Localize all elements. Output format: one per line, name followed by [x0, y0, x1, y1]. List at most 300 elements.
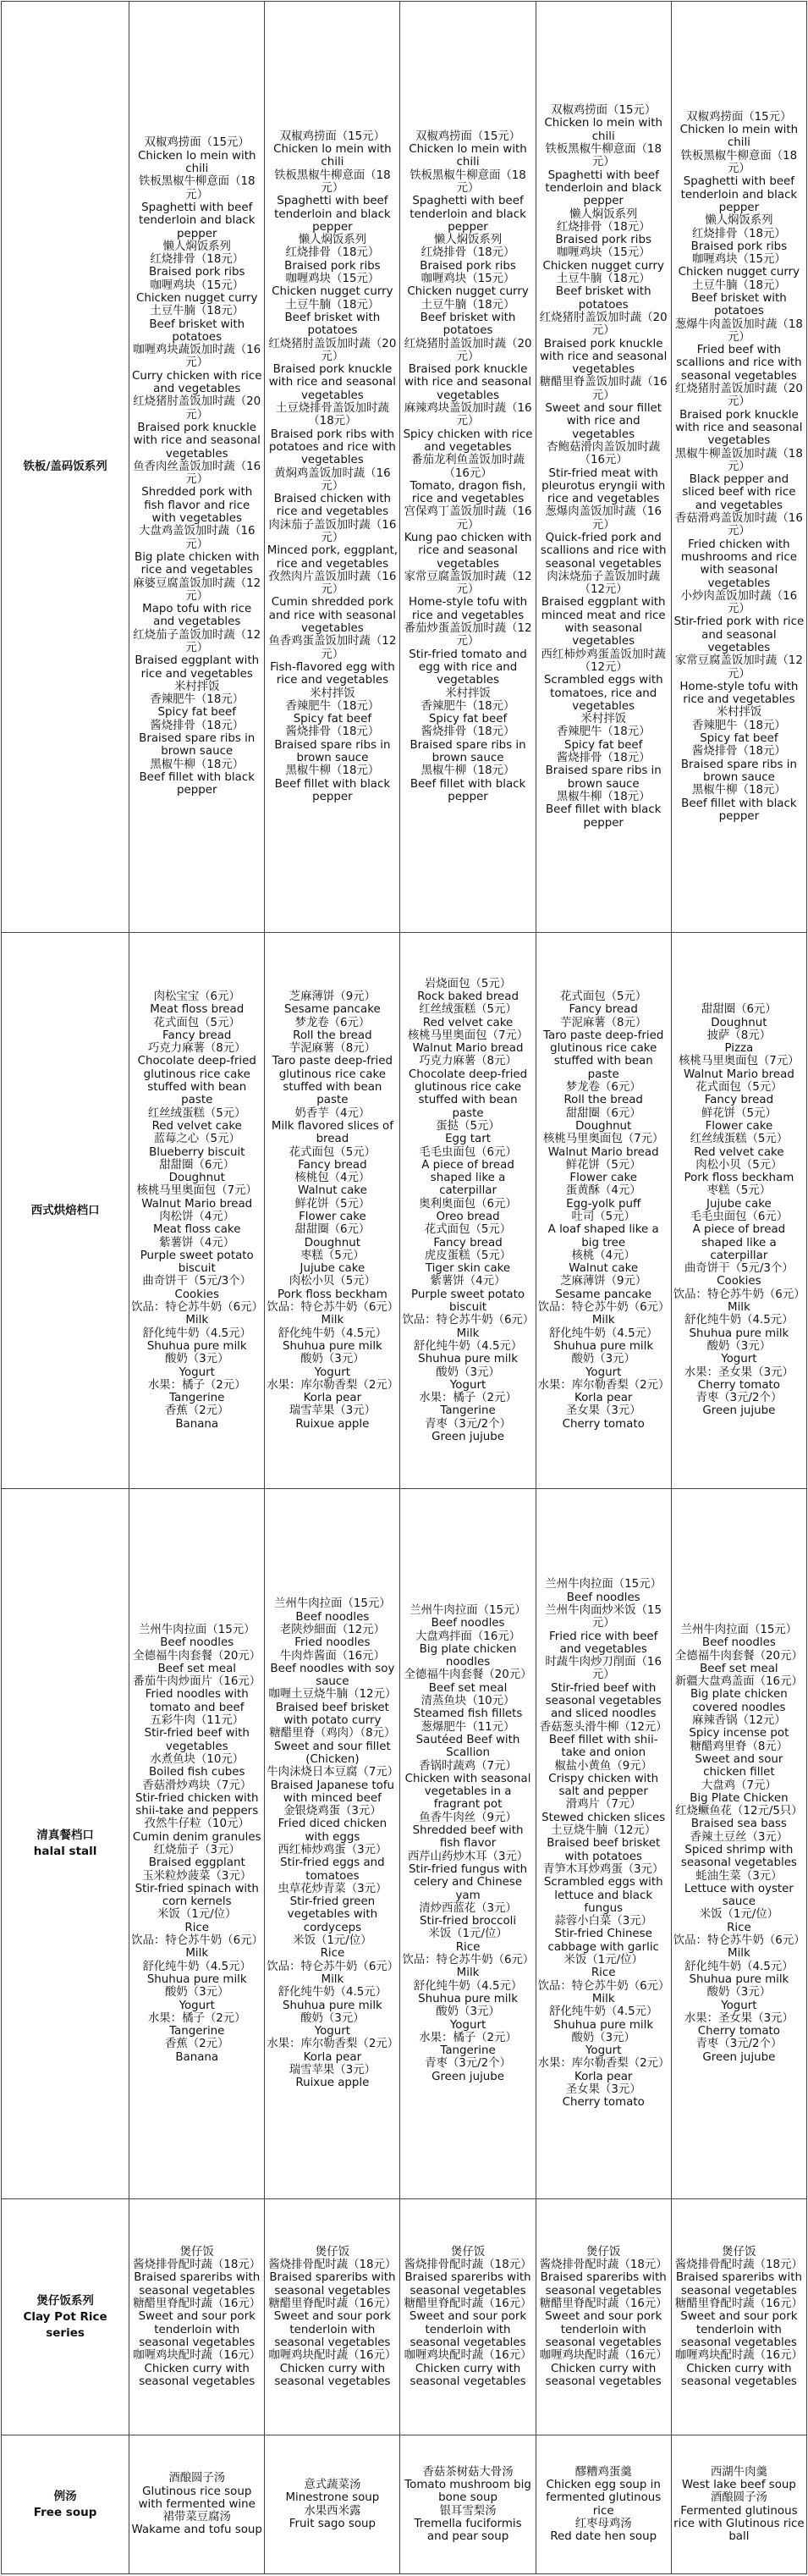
menu-item-line: Flower cake [299, 1211, 366, 1223]
menu-item-line: 土豆牛腩（18元） [556, 273, 651, 286]
menu-item-line: Spicy incense pot [689, 1727, 789, 1740]
menu-item-line: Oreo bread [436, 1211, 500, 1223]
category-cell [2, 933, 129, 1489]
menu-item-line: Tangerine [440, 2044, 496, 2058]
menu-item-line: 玉米粒炒菠菜（3元） [142, 1869, 252, 1883]
menu-item-line: 新疆大盘鸡盖面（16元） [674, 1675, 803, 1689]
menu-item-line: 醪糟鸡蛋羹 [574, 2465, 632, 2479]
menu-item-line: 舒化纯牛奶（4.5元） [278, 1327, 388, 1340]
menu-item-line: 紫薯饼（4元） [430, 1275, 506, 1288]
menu-item-line: Black pepper and sliced beef with rice and vegetables [682, 473, 796, 512]
menu-item-line: Quick-fried pork and scallions and rice with seasonal vegetables [540, 531, 667, 571]
menu-item-line: Stir-fried chicken with shii-take and peppers [135, 1791, 259, 1818]
menu-item-line: Spicy fat beef [564, 738, 643, 752]
menu-item-line: 香锅时蔬鸡（7元） [419, 1759, 517, 1773]
menu-item-line: 水果：库尔勒香梨（2元） [537, 1378, 670, 1392]
menu-item-line: Shuhua pure milk [418, 1353, 518, 1366]
menu-item-line: 红丝绒蛋糕（5元） [147, 1106, 246, 1120]
menu-item-line: 咖喱鸡块配时蔬（16元） [404, 2349, 532, 2363]
menu-item-line: Chicken nugget curry [542, 259, 664, 273]
menu-item-line: 香菇葱头滑牛柳（12元） [539, 1720, 668, 1734]
menu-item-line: Roll the bread [563, 1094, 643, 1107]
menu-item-line: Sweet and sour fillet (Chicken) [274, 1740, 391, 1766]
menu-item-line: 红烧猪肘盖饭加时蔬（20元） [268, 337, 397, 363]
menu-item-line: 芋泥麻薯（8元） [289, 1042, 377, 1056]
menu-item-line: 铁板黑椒牛柳意面（18元） [138, 175, 256, 201]
menu-item-line: Fancy bread [704, 1094, 774, 1107]
menu-item-line: 芋泥麻薯（8元） [560, 1016, 647, 1029]
menu-item-line: Beef fillet with black pepper [139, 770, 255, 797]
menu-item-line: 蓝莓之心（5元） [153, 1133, 240, 1146]
menu-item-line: 咖喱鸡块（15元） [692, 253, 786, 267]
menu-item-line: A loaf shaped like a big tree [547, 1223, 659, 1249]
menu-row [2, 933, 807, 1489]
menu-item-line: Braised Japanese tofu with minced beef [270, 1779, 395, 1805]
menu-item-line: 虎皮蛋糕（5元） [424, 1249, 512, 1262]
menu-item-line: Braised spare ribs in brown sauce [139, 732, 256, 758]
menu-item-line: 土豆牛腩（18元） [420, 298, 515, 312]
menu-item-line: Chicken curry with seasonal vegetables [680, 2362, 797, 2388]
menu-item-line: Milk [321, 1972, 344, 1986]
menu-item-line: 大盘鸡盖饭加时蔬（16元） [138, 525, 256, 551]
menu-item-line: 巧克力麻薯（8元） [147, 1042, 246, 1056]
menu-item-line: 酱烧排骨配时蔬（18元） [133, 2259, 261, 2272]
menu-item-line: 红烧排骨（18元） [285, 246, 380, 260]
menu-item-line: Beef noodles with soy sauce [270, 1662, 395, 1689]
menu-item-line: Egg tart [445, 1133, 492, 1146]
menu-item-line: 酸奶（3元） [164, 1986, 229, 2000]
menu-item-line: 酸奶（3元） [300, 1353, 365, 1366]
menu-item-line: Spiced shrimp with seasonal vegetables [680, 1844, 797, 1870]
menu-item-line: 黑椒牛柳（18元） [285, 764, 380, 778]
menu-item-line: 芝麻薄饼（9元） [560, 1275, 647, 1288]
menu-item-line: 糖醋里脊配时蔬（16元） [404, 2297, 532, 2311]
menu-item-line: Tangerine [169, 2025, 225, 2038]
menu-item-line: Braised eggplant with rice and vegetables [135, 654, 260, 681]
menu-item-line: Fried beef with scallions and rice with seasonal vegetables [676, 344, 802, 383]
menu-item-line: 紫薯饼（4元） [159, 1236, 235, 1249]
menu-item-line: Blueberry biscuit [149, 1145, 245, 1159]
menu-item-line: 酱烧排骨（18元） [556, 752, 651, 765]
menu-item-line: Shuhua pure milk [553, 2018, 654, 2032]
menu-item-line: Spaghetti with beef tenderloin and black pepper [138, 201, 256, 240]
menu-item-line: 瑞雪苹果（3元） [289, 1404, 377, 1418]
menu-item-line: Pork floss beckham [278, 1288, 388, 1301]
menu-item-line: Fried noodles with tomato and beef [145, 1688, 249, 1714]
menu-item-line: Korla pear [303, 1392, 362, 1405]
menu-item-line: 香辣肥牛（18元） [150, 693, 245, 707]
menu-item-line: Rice [184, 1921, 210, 1934]
menu-item-line: Korla pear [574, 2070, 633, 2083]
menu-item-line: Stir-fried fungus with celery and Chinese yam [408, 1862, 528, 1902]
menu-item-line: Chicken curry with seasonal vegetables [409, 2362, 526, 2388]
menu-item-line: Braised spare ribs in brown sauce [409, 738, 526, 765]
menu-item-line: Meat floss bread [150, 1003, 245, 1017]
menu-item-line: 金银烧鸡蛋（3元） [283, 1805, 382, 1818]
menu-item-line: Spaghetti with beef tenderloin and black pepper [680, 175, 798, 214]
day-cell [536, 2199, 671, 2435]
menu-item-line: 梦龙卷（6元） [294, 1016, 371, 1029]
menu-item-line: 椒盐小黄鱼（9元） [554, 1759, 653, 1773]
menu-item-line: 西红柿炒鸡蛋盖饭加时蔬（12元） [541, 648, 666, 674]
menu-item-line: 饮品：特仑苏牛奶（6元） [537, 1301, 670, 1315]
day-cell [400, 1489, 536, 2199]
menu-item-line: 滑鸡片（7元） [565, 1798, 641, 1812]
menu-item-line: Green jujube [431, 1431, 505, 1444]
menu-item-line: Home-style tofu with rice and vegetables [679, 680, 799, 707]
menu-item-line: 孜然牛仔粒（10元） [144, 1818, 250, 1831]
menu-item-line: 虫草花炒青菜（3元） [278, 1882, 388, 1895]
menu-item-line: Chicken curry with seasonal vegetables [274, 2362, 391, 2388]
menu-item-line: 蚝油生菜（3元） [695, 1869, 783, 1883]
menu-item-line: 杏鲍菇滑肉盖饭加时蔬（16元） [547, 440, 661, 467]
menu-item-line: 番茄龙利鱼盖饭加时蔬（16元） [411, 454, 525, 480]
day-cell [400, 2435, 536, 2574]
menu-item-line: Stir-fried beef with seasonal vegetables and sliced noodles [545, 1681, 662, 1721]
menu-item-line: Cherry tomato [562, 2096, 645, 2110]
menu-item-line: 黑椒牛柳盖饭加时蔬（18元） [674, 447, 803, 473]
menu-item-line: 甜甜圈（6元） [565, 1106, 641, 1120]
menu-item-line: Chicken nugget curry [678, 266, 800, 279]
category-label: Clay Pot Rice series [23, 2309, 107, 2340]
menu-item-line: Mapo tofu with rice and vegetables [142, 603, 252, 629]
menu-item-line: Fermented glutinous rice with Glutinous rice ball [673, 2504, 805, 2544]
menu-item-line: Pork floss beckham [684, 1172, 794, 1185]
menu-item-line: Milk [185, 1314, 209, 1327]
menu-item-line: 曲奇饼干（5元/3个） [142, 1275, 252, 1288]
menu-item-line: Sweet and sour pork tenderloin with seasonal vegetables [138, 2310, 256, 2349]
menu-item-line: 吐司（5元） [571, 1211, 635, 1223]
menu-item-line: 咖喱鸡块（15元） [420, 273, 515, 286]
menu-item-line: Milk [321, 1314, 344, 1327]
menu-item-line: Braised pork knuckle with rice and seasonal vegetables [404, 363, 532, 402]
menu-item-line: Braised pork knuckle with rice and seasonal vegetables [133, 421, 261, 461]
menu-item-line: Beef brisket with potatoes [284, 311, 381, 338]
category-cell [2, 2435, 129, 2574]
menu-item-line: 宫保鸡丁盖饭加时蔬（16元） [404, 505, 532, 532]
menu-item-line: 青枣（3元/2个） [695, 2038, 783, 2051]
menu-item-line: 红烧茄子盖饭加时蔬（12元） [133, 628, 261, 654]
menu-item-line: 五彩牛肉（11元） [150, 1714, 245, 1728]
menu-item-line: 兰州牛肉拉面（15元） [138, 1623, 256, 1636]
menu-item-line: Minestrone soup [285, 2491, 380, 2505]
menu-item-line: 水果：库尔勒香梨（2元） [537, 2057, 670, 2071]
menu-item-line: 米村拌饭 [716, 706, 762, 720]
menu-item-line: Milk [591, 1314, 615, 1327]
menu-item-line: Chocolate deep-fried glutinous rice cake stuffed with bean paste [408, 1067, 528, 1120]
menu-item-line: Chicken nugget curry [272, 285, 393, 299]
menu-item-line: 黑椒牛柳（18元） [692, 784, 786, 797]
category-label: 例汤 [53, 2489, 77, 2503]
menu-item-line: Beef noodles [160, 1636, 234, 1650]
menu-item-line: 咖喱鸡块配时蔬（16元） [539, 2349, 668, 2363]
menu-item-line: Purple sweet potato biscuit [140, 1249, 254, 1276]
menu-item-line: 鱼香鸡蛋盖饭加时蔬（12元） [268, 635, 397, 661]
menu-item-line: Beef fillet with black pepper [545, 803, 662, 830]
menu-item-line: Crispy chicken with salt and pepper [548, 1772, 659, 1799]
menu-item-line: Minced pork, eggplant, rice and vegetables [267, 544, 399, 571]
menu-item-line: 酒酿圆子汤 [710, 2491, 767, 2505]
menu-item-line: 舒化纯牛奶（4.5元） [413, 1339, 523, 1353]
menu-item-line: 肉松小贝（5元） [289, 1275, 377, 1288]
menu-item-line: 奥利奥面包（6元） [419, 1197, 517, 1211]
menu-item-line: 核桃包（4元） [294, 1172, 371, 1185]
menu-item-line: 老陕炒細面（12元） [279, 1623, 385, 1636]
menu-item-line: Stir-fried pork with rice and seasonal vegetables [673, 615, 805, 654]
menu-item-line: Stir-fried Chinese cabbage with garlic [547, 1928, 659, 1954]
menu-item-line: 香菇茶树菇大骨汤 [422, 2465, 514, 2479]
menu-item-line: 酸奶（3元） [706, 1339, 772, 1353]
menu-item-line: 酒酿圆子汤 [168, 2472, 226, 2485]
menu-item-line: 懒人焖饭系列 [569, 207, 638, 221]
menu-item-line: 香辣肥牛（18元） [420, 699, 515, 713]
menu-item-line: Braised spareribs with seasonal vegetables [675, 2271, 802, 2297]
menu-item-line: Braised eggplant with minced meat and rice with seasonal vegetables [541, 596, 666, 648]
menu-item-line: Cumin denim granules [132, 1830, 261, 1844]
menu-item-line: 红烧排骨（18元） [692, 227, 786, 240]
menu-item-line: 水果：橘子（2元） [147, 1378, 246, 1392]
menu-item-line: 土豆牛腩（18元） [692, 279, 786, 292]
menu-item-line: 兰州牛肉拉面（15元） [274, 1597, 391, 1611]
menu-item-line: 糖醋里脊配时蔬（16元） [539, 2297, 668, 2311]
menu-item-line: 双椒鸡捞面（15元） [415, 130, 521, 143]
menu-item-line: 舒化纯牛奶（4.5元） [278, 1986, 388, 2000]
menu-item-line: 西芹山药炒木耳（3元） [407, 1850, 529, 1863]
menu-item-line: 葱爆肉盖饭加时蔬（16元） [545, 505, 662, 532]
menu-item-line: Milk [728, 1947, 750, 1961]
menu-item-line: 煲仔饭 [450, 2245, 486, 2259]
menu-item-line: 曲奇饼干（5元/3个） [684, 1262, 794, 1276]
menu-item-line: 孜然肉片盖饭加时蔬（16元） [268, 570, 397, 597]
menu-item-line: Fried noodles [294, 1636, 371, 1650]
menu-item-line: Fancy bread [433, 1236, 503, 1249]
menu-item-line: 舒化纯牛奶（4.5元） [142, 1960, 251, 1973]
menu-item-line: Spaghetti with beef tenderloin and black pepper [545, 168, 662, 208]
menu-item-line: Fruit sago soup [289, 2517, 376, 2530]
menu-item-line: Shuhua pure milk [689, 1972, 789, 1986]
menu-item-line: Big plate chicken with rice and vegetables [135, 550, 260, 577]
menu-item-line: 肉沫茄子盖饭加时蔬（16元） [268, 518, 397, 544]
menu-item-line: Pizza [724, 1042, 754, 1056]
menu-item-line: Red velvet cake [422, 1016, 514, 1029]
menu-item-line: Sesame pancake [284, 1003, 381, 1017]
menu-item-line: Milk flavored slices of bread [271, 1119, 393, 1146]
menu-item-line: Beef brisket with potatoes [420, 311, 516, 338]
menu-item-line: Chicken curry with seasonal vegetables [545, 2362, 662, 2388]
day-cell [671, 2435, 806, 2574]
menu-row [2, 2435, 807, 2574]
menu-item-line: 裙带菜豆腐汤 [162, 2511, 231, 2524]
menu-item-line: 香辣肥牛（18元） [285, 699, 380, 713]
menu-item-line: 全德福牛肉套餐（20元） [133, 1649, 261, 1663]
menu-item-line: Roll the bread [293, 1029, 372, 1042]
menu-item-line: Chocolate deep-fried glutinous rice cake stuffed with bean paste [137, 1055, 256, 1107]
menu-item-line: Green jujube [702, 2050, 776, 2064]
menu-item-line: Yogurt [314, 1365, 351, 1379]
menu-item-line: 披萨（8元） [706, 1029, 772, 1042]
menu-item-line: Doughnut [304, 1236, 360, 1249]
menu-item-line: 小炒肉盖饭加时蔬（16元） [680, 589, 798, 616]
menu-item-line: 家常豆腐盖饭加时蔬（12元） [404, 570, 532, 597]
menu-item-line: Sweet and sour pork tenderloin with seasonal vegetables [680, 2310, 798, 2349]
menu-item-line: Rice [320, 1947, 345, 1961]
menu-item-line: 懒人焖饭系列 [433, 234, 503, 247]
day-cell [400, 933, 536, 1489]
menu-item-line: 饮品：特仑苏牛奶（6元） [267, 1960, 399, 1973]
menu-item-line: Yogurt [449, 2018, 486, 2032]
menu-item-line: 煲仔饭 [179, 2245, 214, 2259]
menu-item-line: Braised beef brisket with potatoes [547, 1837, 661, 1863]
menu-item-line: 麻辣鸡块盖饭加时蔬（16元） [404, 402, 532, 428]
menu-item-line: 毛毛虫面包（6元） [690, 1211, 789, 1223]
menu-item-line: 红烧猪肘盖饭加时蔬（20元） [674, 383, 803, 409]
menu-item-line: Wakame and tofu soup [131, 2524, 262, 2537]
menu-item-line: Fish-flavored egg with rice and vegetables [270, 660, 395, 687]
category-label: 煲仔饭系列 [36, 2293, 94, 2308]
menu-item-line: 鱼香牛肉丝（9元） [419, 1811, 517, 1824]
menu-item-line: 糖醋里脊（鸡肉）（8元） [269, 1727, 396, 1740]
menu-item-line: 土豆牛腩（18元） [285, 298, 380, 312]
menu-item-line: 毛毛虫面包（6元） [419, 1145, 517, 1159]
menu-item-line: Chicken with seasonal vegetables in a fragrant pot [404, 1772, 531, 1812]
menu-item-line: Braised spareribs with seasonal vegetables [540, 2271, 667, 2297]
day-cell [129, 2435, 265, 2574]
menu-item-line: 核桃（4元） [571, 1249, 635, 1262]
menu-item-line: 舒化纯牛奶（4.5元） [548, 1327, 658, 1340]
menu-item-line: 双椒鸡捞面（15元） [279, 130, 385, 143]
day-cell [265, 1489, 400, 2199]
menu-item-line: Fried rice with beef and vegetables [549, 1630, 658, 1656]
menu-item-line: 酱烧排骨配时蔬（18元） [268, 2259, 397, 2272]
menu-item-line: 巧克力麻薯（8元） [419, 1055, 517, 1068]
menu-item-line: 酱烧排骨（18元） [285, 725, 380, 739]
menu-item-line: Red velvet cake [694, 1145, 784, 1159]
menu-item-line: 甜甜圈（6元） [294, 1223, 371, 1237]
menu-item-line: 鲜花饼（5元） [565, 1158, 641, 1172]
menu-row [2, 1489, 807, 2199]
menu-item-line: Rock baked bread [417, 990, 519, 1003]
menu-item-line: Braised spare ribs in brown sauce [274, 738, 391, 765]
menu-item-line: Braised sea bass [690, 1818, 787, 1831]
menu-item-line: 懒人焖饭系列 [298, 234, 367, 247]
menu-item-line: 饮品：特仑苏牛奶（6元） [131, 1934, 263, 1948]
menu-item-line: 米饭（1元/位） [428, 1928, 508, 1941]
menu-item-line: 青枣（3元/2个） [695, 1392, 783, 1405]
menu-item-line: 土豆烧牛腩（12元） [551, 1824, 657, 1838]
category-cell [2, 2199, 129, 2435]
menu-item-line: Fried diced chicken with eggs [278, 1818, 388, 1844]
menu-item-line: 咖喱鸡块配时蔬（16元） [268, 2349, 397, 2363]
menu-item-line: 芝麻薄饼（9元） [289, 990, 377, 1003]
menu-item-line: Home-style tofu with rice and vegetables [409, 596, 528, 622]
menu-item-line: Sautéed Beef with Scallion [415, 1733, 520, 1760]
menu-item-line: 青枣（3元/2个） [425, 1417, 511, 1431]
menu-item-line: 香菇滑鸡盖饭加时蔬（16元） [674, 512, 803, 538]
menu-item-line: Shuhua pure milk [418, 1992, 518, 2005]
menu-item-line: 麻婆豆腐盖饭加时蔬（12元） [133, 576, 261, 603]
menu-item-line: 米村拌饭 [580, 713, 626, 726]
menu-item-line: 肉沫烧茄子盖饭加时蔬（12元） [547, 570, 661, 597]
menu-item-line: 米饭（1元/位） [157, 1908, 237, 1922]
menu-item-line: 核桃马里奥面包（7元） [136, 1184, 257, 1198]
day-cell [536, 933, 671, 1489]
menu-item-line: Big plate chicken noodles [419, 1642, 517, 1669]
menu-item-line: 花式面包（5元） [153, 1016, 240, 1029]
menu-item-line: Shuhua pure milk [689, 1327, 789, 1340]
menu-item-line: Stir-fried eggs and tomatoes [280, 1856, 385, 1883]
menu-item-line: 蛋挞（5元） [436, 1119, 500, 1133]
menu-item-line: Red velvet cake [151, 1119, 242, 1133]
day-cell [265, 933, 400, 1489]
menu-item-line: 岩烧面包（5元） [424, 977, 512, 990]
menu-item-line: Tomato mushroom big bone soup [404, 2478, 531, 2505]
menu-item-line: 甜甜圈（6元） [701, 1003, 777, 1017]
menu-item-line: Beef brisket with potatoes [555, 285, 651, 312]
menu-item-line: 红烧排骨（18元） [420, 246, 515, 260]
menu-item-line: Big plate chicken covered noodles [690, 1688, 788, 1714]
day-cell [129, 1489, 265, 2199]
menu-item-line: 大盘鸡（7元） [701, 1779, 777, 1792]
menu-item-line: Walnut cake [569, 1262, 639, 1276]
menu-item-line: 枣糕（5元） [300, 1249, 365, 1262]
menu-item-line: 米村拌饭 [173, 680, 220, 693]
menu-item-line: Yogurt [585, 1365, 622, 1379]
menu-item-line: Doughnut [711, 1016, 767, 1029]
menu-item-line: Rice [727, 1921, 751, 1934]
menu-item-line: 懒人焖饭系列 [705, 214, 773, 228]
menu-item-line: 米饭（1元/位） [293, 1934, 372, 1948]
menu-item-line: Milk [456, 1966, 480, 1980]
menu-item-line: Braised pork knuckle with rice and seasonal vegetables [540, 337, 668, 377]
menu-item-line: Fancy bread [298, 1158, 367, 1172]
menu-item-line: 酱烧排骨配时蔬（18元） [539, 2259, 668, 2272]
menu-item-line: Green jujube [702, 1404, 776, 1418]
menu-item-line: Shuhua pure milk [146, 1972, 247, 1986]
menu-item-line: Yogurt [179, 1365, 215, 1379]
menu-item-line: Cherry tomato [562, 1417, 645, 1431]
menu-item-line: Braised eggplant [148, 1856, 245, 1870]
menu-item-line: 水果：库尔勒香梨（2元） [267, 2038, 399, 2051]
menu-item-line: Braised pork ribs [555, 234, 651, 247]
menu-item-line: Jujube cake [706, 1197, 772, 1211]
menu-item-line: Cookies [174, 1288, 219, 1301]
menu-item-line: Braised pork knuckle with rice and seasonal vegetables [268, 363, 396, 402]
menu-item-line: 花式面包（5元） [560, 990, 647, 1003]
menu-item-line: Milk [456, 1327, 480, 1340]
menu-item-line: Chicken nugget curry [136, 291, 258, 305]
menu-item-line: 圣女果（3元） [565, 2082, 641, 2096]
menu-item-line: Spaghetti with beef tenderloin and black pepper [274, 195, 391, 234]
menu-item-line: Stewed chicken slices [541, 1811, 666, 1824]
menu-item-line: Braised pork ribs [690, 240, 788, 253]
menu-item-line: 水果：橘子（2元） [419, 1392, 517, 1405]
day-cell [671, 933, 806, 1489]
menu-item-line: 兰州牛肉面炒米饭（15元） [545, 1604, 662, 1630]
menu-item-line: 铁板黑椒牛柳意面（18元） [680, 149, 798, 176]
menu-item-line: Cumin shredded pork and rice with seasonal vegetables [268, 596, 396, 636]
menu-item-line: 糖醋里脊盖饭加时蔬（16元） [539, 376, 668, 402]
menu-item-line: A piece of bread shaped like a caterpillar [421, 1158, 514, 1198]
menu-item-line: 牛肉沫烧日本豆腐（7元） [267, 1766, 399, 1779]
menu-item-line: Rice [455, 1940, 481, 1954]
menu-item-line: 鲜花饼（5元） [701, 1106, 777, 1120]
menu-item-line: 酸奶（3元） [164, 1353, 229, 1366]
menu-item-line: Beef brisket with potatoes [691, 291, 787, 318]
menu-item-line: Glutinous rice soup with fermented wine [138, 2485, 256, 2511]
menu-item-line: 糖醋里脊配时蔬（16元） [133, 2297, 261, 2311]
menu-item-line: 舒化纯牛奶（4.5元） [684, 1314, 794, 1327]
category-label: 西式烘焙档口 [30, 1203, 100, 1217]
